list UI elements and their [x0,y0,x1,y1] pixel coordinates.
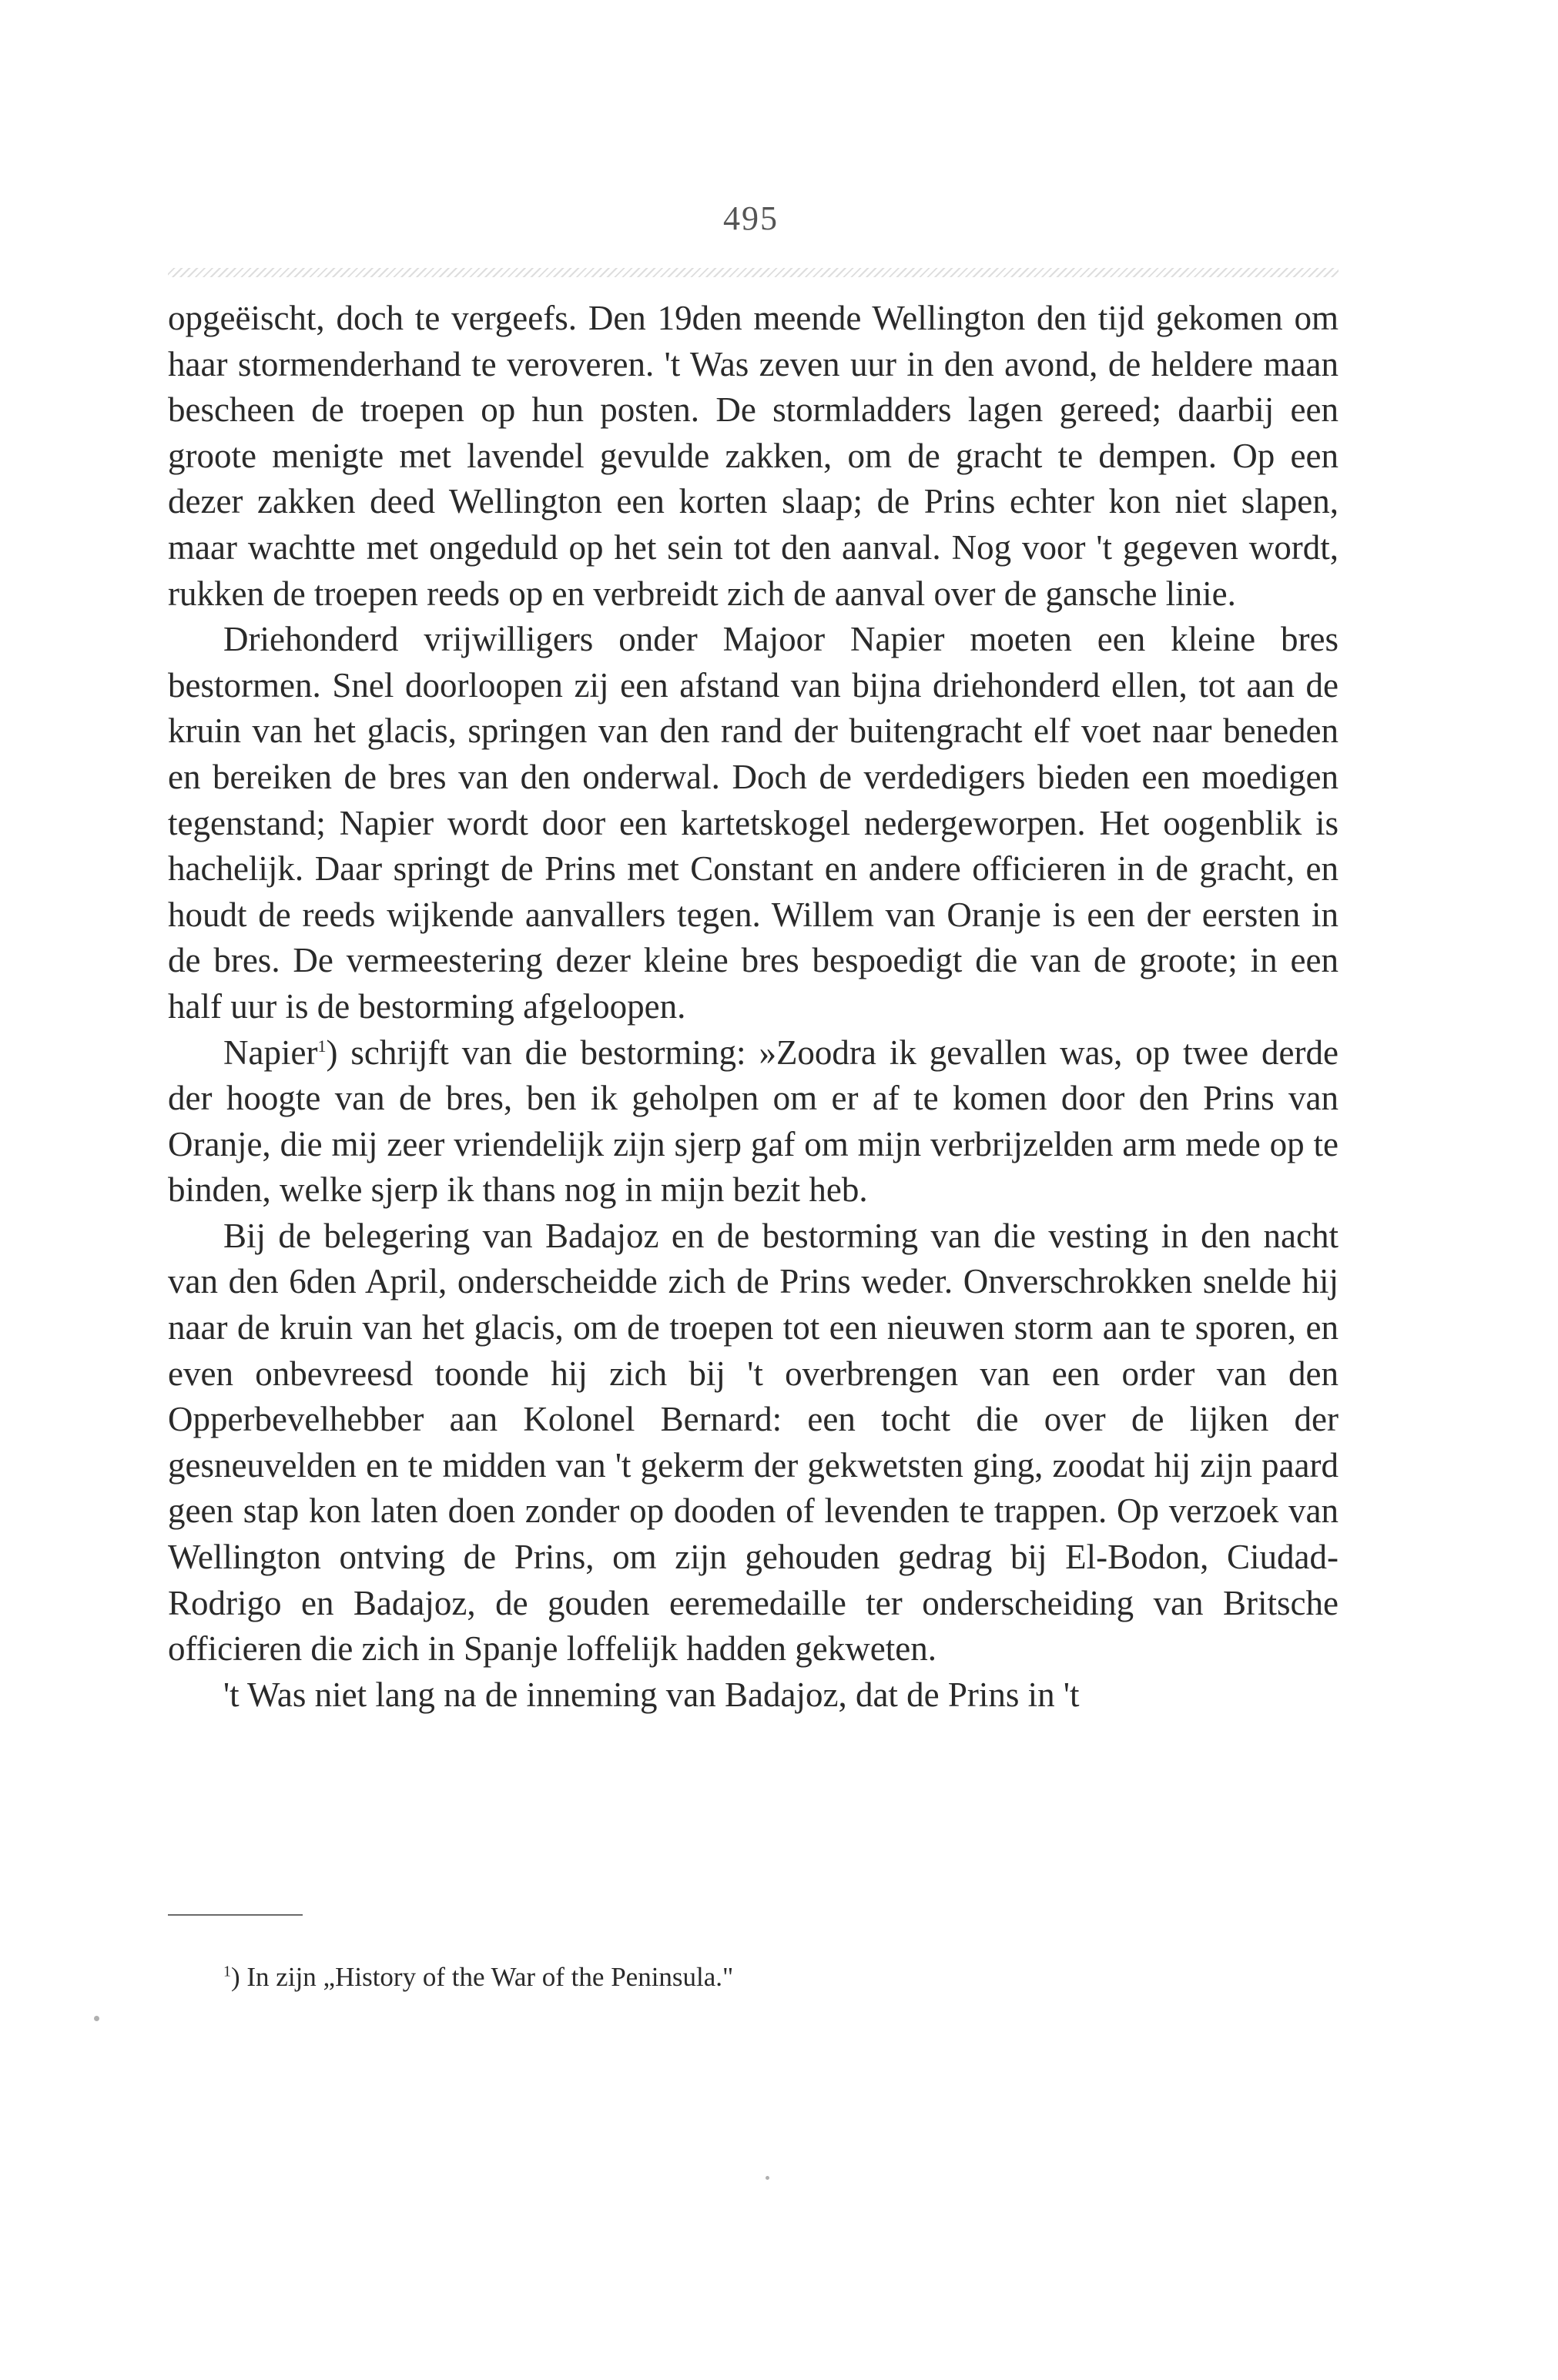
paragraph [168,1030,1339,1213]
paragraph-text: ) schrijft van die bestorming: »Zoodra ik gevallen was, op twee derde der hoogte van de bres, ben ik geholpen om er af te komen door den Prins van Oranje, die mij zeer vriendelijk zijn sjerp gaf om mijn verbrijzelden arm mede op te binden, welke sjerp ik thans nog in mijn bezit heb. [168,1033,1339,1210]
paragraph: Driehonderd vrijwilligers onder Majoor Napier moeten een kleine bres bestormen. Snel doorloopen zij een afstand van bijna driehonderd ellen, tot aan de kruin van het glacis, springen van den rand der buitengracht elf voet naar beneden en bereiken de bres van den onderwal. Doch de verdedigers bieden een moedigen tegenstand; Napier wordt door een kartetskogel nedergeworpen. Het oogenblik is hachelijk. Daar springt de Prins met Constant en andere officieren in de gracht, en houdt de reeds wijkende aanvallers tegen. Willem van Oranje is een der eersten in de bres. De vermeestering dezer kleine bres bespoedigt die van de groote; in een half uur is de bestorming afgeloopen. [168,620,1339,1026]
footnote-rule [168,1914,303,1916]
body-text [168,296,1339,1718]
footnote-marker: 1 [223,1963,231,1980]
header-rule [168,268,1339,277]
paragraph: opgeëischt, doch te vergeefs. Den 19den meende Wellington den tijd gekomen om haar stormenderhand te veroveren. 't Was zeven uur in den avond, de heldere maan bescheen de troepen op hun posten. De stormladders lagen gereed; daarbij een groote menigte met lavendel gevulde zakken, om de gracht te dempen. Op een dezer zakken deed Wellington een korten slaap; de Prins echter kon niet slapen, maar wachtte met ongeduld op het sein tot den aanval. Nog voor 't gegeven wordt, rukken de troepen reeds op en verbreidt zich de aanval over de gansche linie. [168,299,1339,613]
paragraph-lead: Napier [223,1033,318,1072]
paragraph: 't Was niet lang na de inneming van Badajoz, dat de Prins in 't [223,1675,1080,1714]
footnote [223,1962,733,1993]
paper-speck [766,2176,769,2180]
page-number: 495 [723,199,779,237]
paper-speck [94,2016,99,2021]
paragraph: Bij de belegering van Badajoz en de bestorming van die vesting in den nacht van den 6den April, onderscheidde zich de Prins weder. Onverschrokken snelde hij naar de kruin van het glacis, om de troepen tot een nieuwen storm aan te sporen, en even onbevreesd toonde hij zich bij 't overbrengen van een order van den Opperbevelhebber aan Kolonel Bernard: een tocht die over de lijken der gesneuvelden en te midden van 't gekerm der gekwetsten ging, zoodat hij zijn paard geen stap kon laten doen zonder op dooden of levenden te trappen. Op verzoek van Wellington ontving de Prins, om zijn gehouden gedrag bij El-Bodon, Ciudad-Rodrigo en Badajoz, de gouden eeremedaille ter onderscheiding van Britsche officieren die zich in Spanje loffelijk hadden gekweten. [168,1216,1339,1669]
note-reference: 1 [317,1036,327,1056]
footnote-text: ) In zijn „History of the War of the Peninsula." [231,1962,734,1992]
